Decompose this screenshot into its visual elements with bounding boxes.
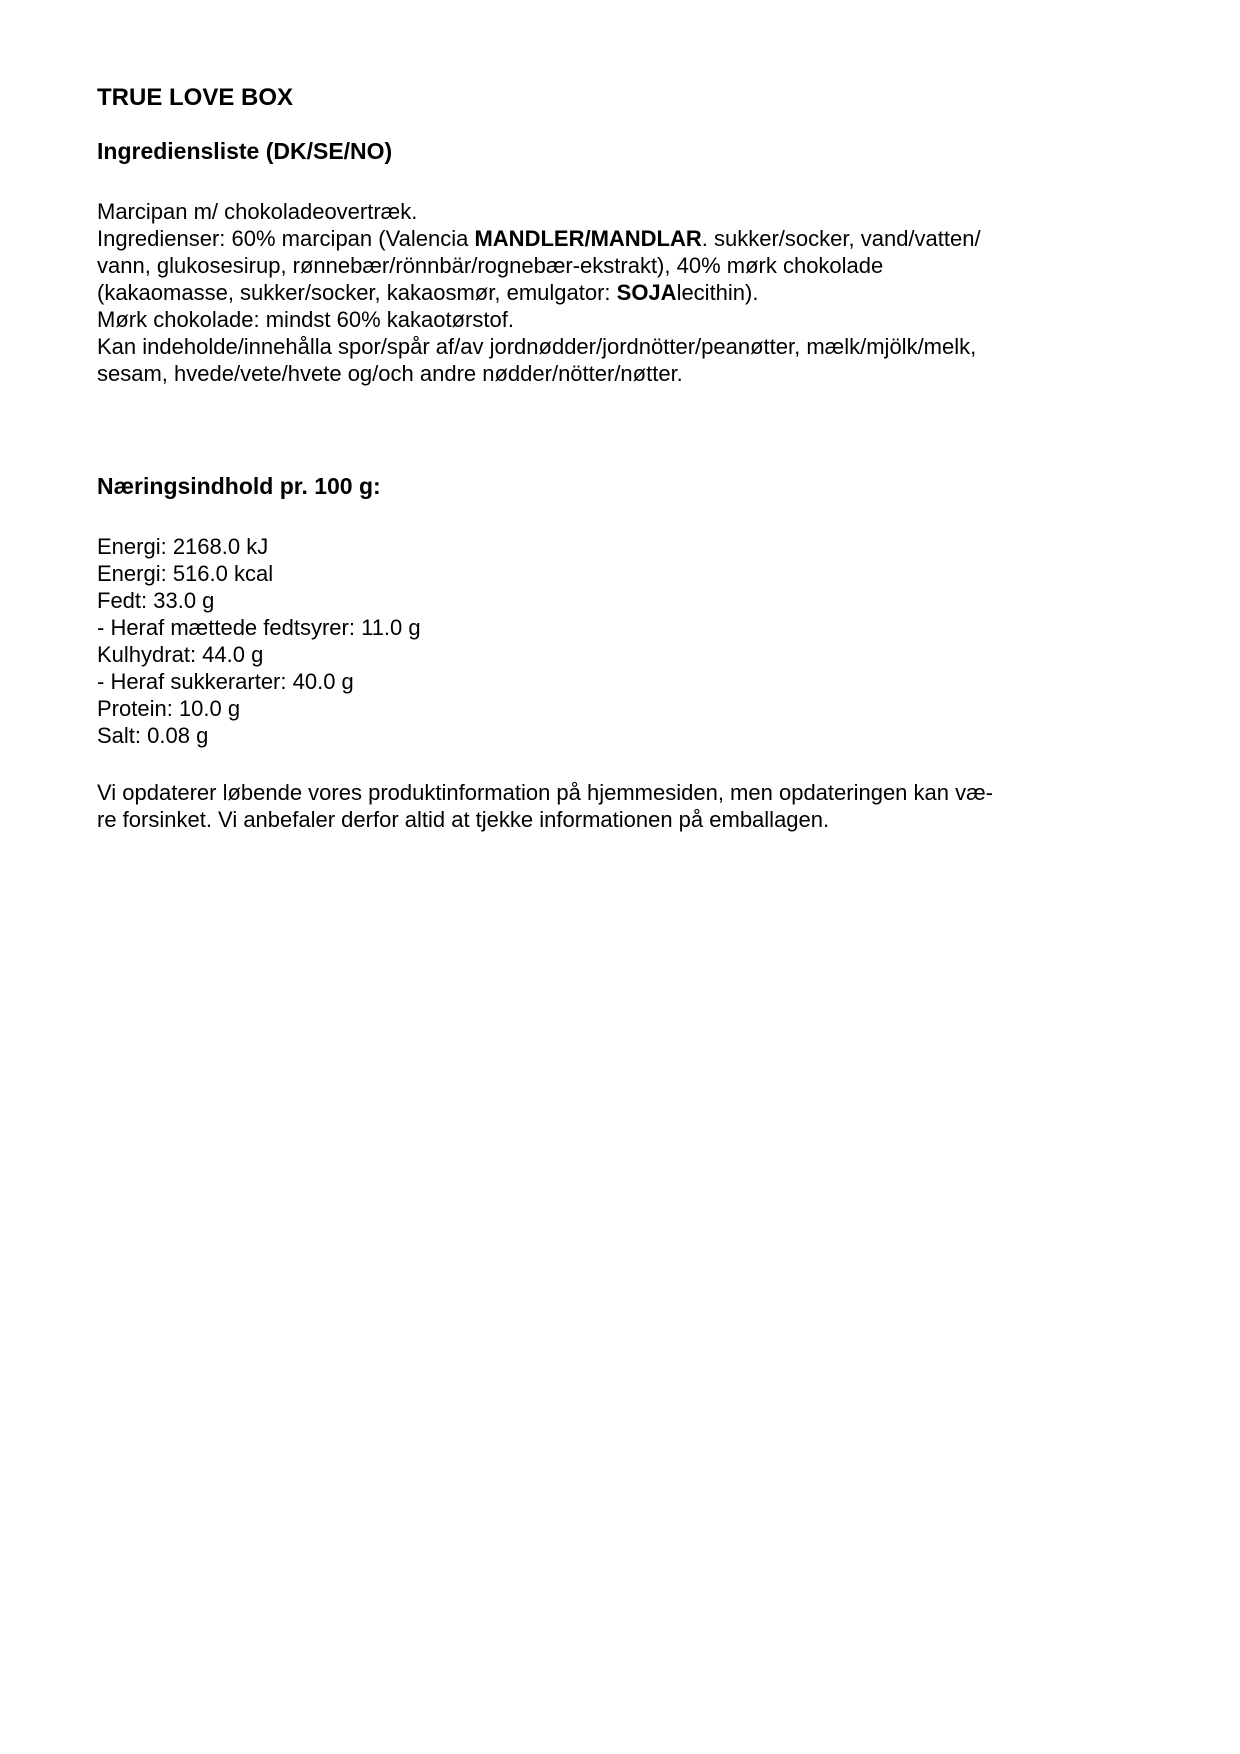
document-title: TRUE LOVE BOX bbox=[97, 84, 294, 111]
product-description-text: Marcipan m/ chokoladeovertræk. bbox=[97, 199, 418, 224]
ingredients-text: Ingredienser: 60% marcipan (Valencia bbox=[97, 226, 475, 251]
ingredients-text: . sukker/socker, vand/vatten/ bbox=[701, 226, 981, 251]
cocoa-solids-text: Mørk chokolade: mindst 60% kakaotørstof. bbox=[97, 307, 514, 332]
nutrition-row-protein: Protein: 10.0 g bbox=[97, 696, 241, 721]
ingredients-text: vann, glukosesirup, rønnebær/rönnbär/rognebær-ekstrakt), 40% mørk chokolade bbox=[97, 253, 884, 278]
nutrition-row-fat: Fedt: 33.0 g bbox=[97, 588, 215, 613]
nutrition-list bbox=[97, 533, 1177, 749]
traces-text: sesam, hvede/vete/hvete og/och andre nødder/nötter/nøtter. bbox=[97, 361, 683, 386]
ingredients-text: lecithin). bbox=[676, 280, 759, 305]
ingredients-paragraph bbox=[97, 198, 1177, 387]
disclaimer-line-1: Vi opdaterer løbende vores produktinformation på hjemmesiden, men opdateringen kan væ- bbox=[97, 780, 993, 805]
ingredients-line-4 bbox=[97, 279, 1177, 306]
traces-line-1 bbox=[97, 333, 1177, 360]
nutrition-row-salt: Salt: 0.08 g bbox=[97, 723, 209, 748]
product-description-line bbox=[97, 198, 1177, 225]
traces-line-2 bbox=[97, 360, 1177, 387]
nutrition-row-saturated-fat: - Heraf mættede fedtsyrer: 11.0 g bbox=[97, 615, 421, 640]
allergen-soja-bold: SOJA bbox=[616, 280, 677, 305]
ingredients-text: (kakaomasse, sukker/socker, kakaosmør, emulgator: bbox=[97, 280, 617, 305]
ingredients-line-2 bbox=[97, 225, 1177, 252]
disclaimer-paragraph bbox=[97, 779, 1177, 833]
nutrition-row-carbohydrate: Kulhydrat: 44.0 g bbox=[97, 642, 264, 667]
cocoa-solids-line bbox=[97, 306, 1177, 333]
document-content bbox=[97, 84, 1177, 833]
ingredients-line-3 bbox=[97, 252, 1177, 279]
nutrition-heading: Næringsindhold pr. 100 g: bbox=[97, 473, 381, 499]
traces-text: Kan indeholde/innehålla spor/spår af/av jordnødder/jordnötter/peanøtter, mælk/mjölk/melk, bbox=[97, 334, 977, 359]
disclaimer-line-2: re forsinket. Vi anbefaler derfor altid at tjekke informationen på emballagen. bbox=[97, 807, 830, 832]
nutrition-row-energy-kcal: Energi: 516.0 kcal bbox=[97, 561, 274, 586]
nutrition-row-energy-kj: Energi: 2168.0 kJ bbox=[97, 534, 269, 559]
allergen-mandler-bold: MANDLER/MANDLAR bbox=[474, 226, 702, 251]
ingredients-list-heading: Ingrediensliste (DK/SE/NO) bbox=[97, 138, 393, 164]
nutrition-row-sugars: - Heraf sukkerarter: 40.0 g bbox=[97, 669, 354, 694]
